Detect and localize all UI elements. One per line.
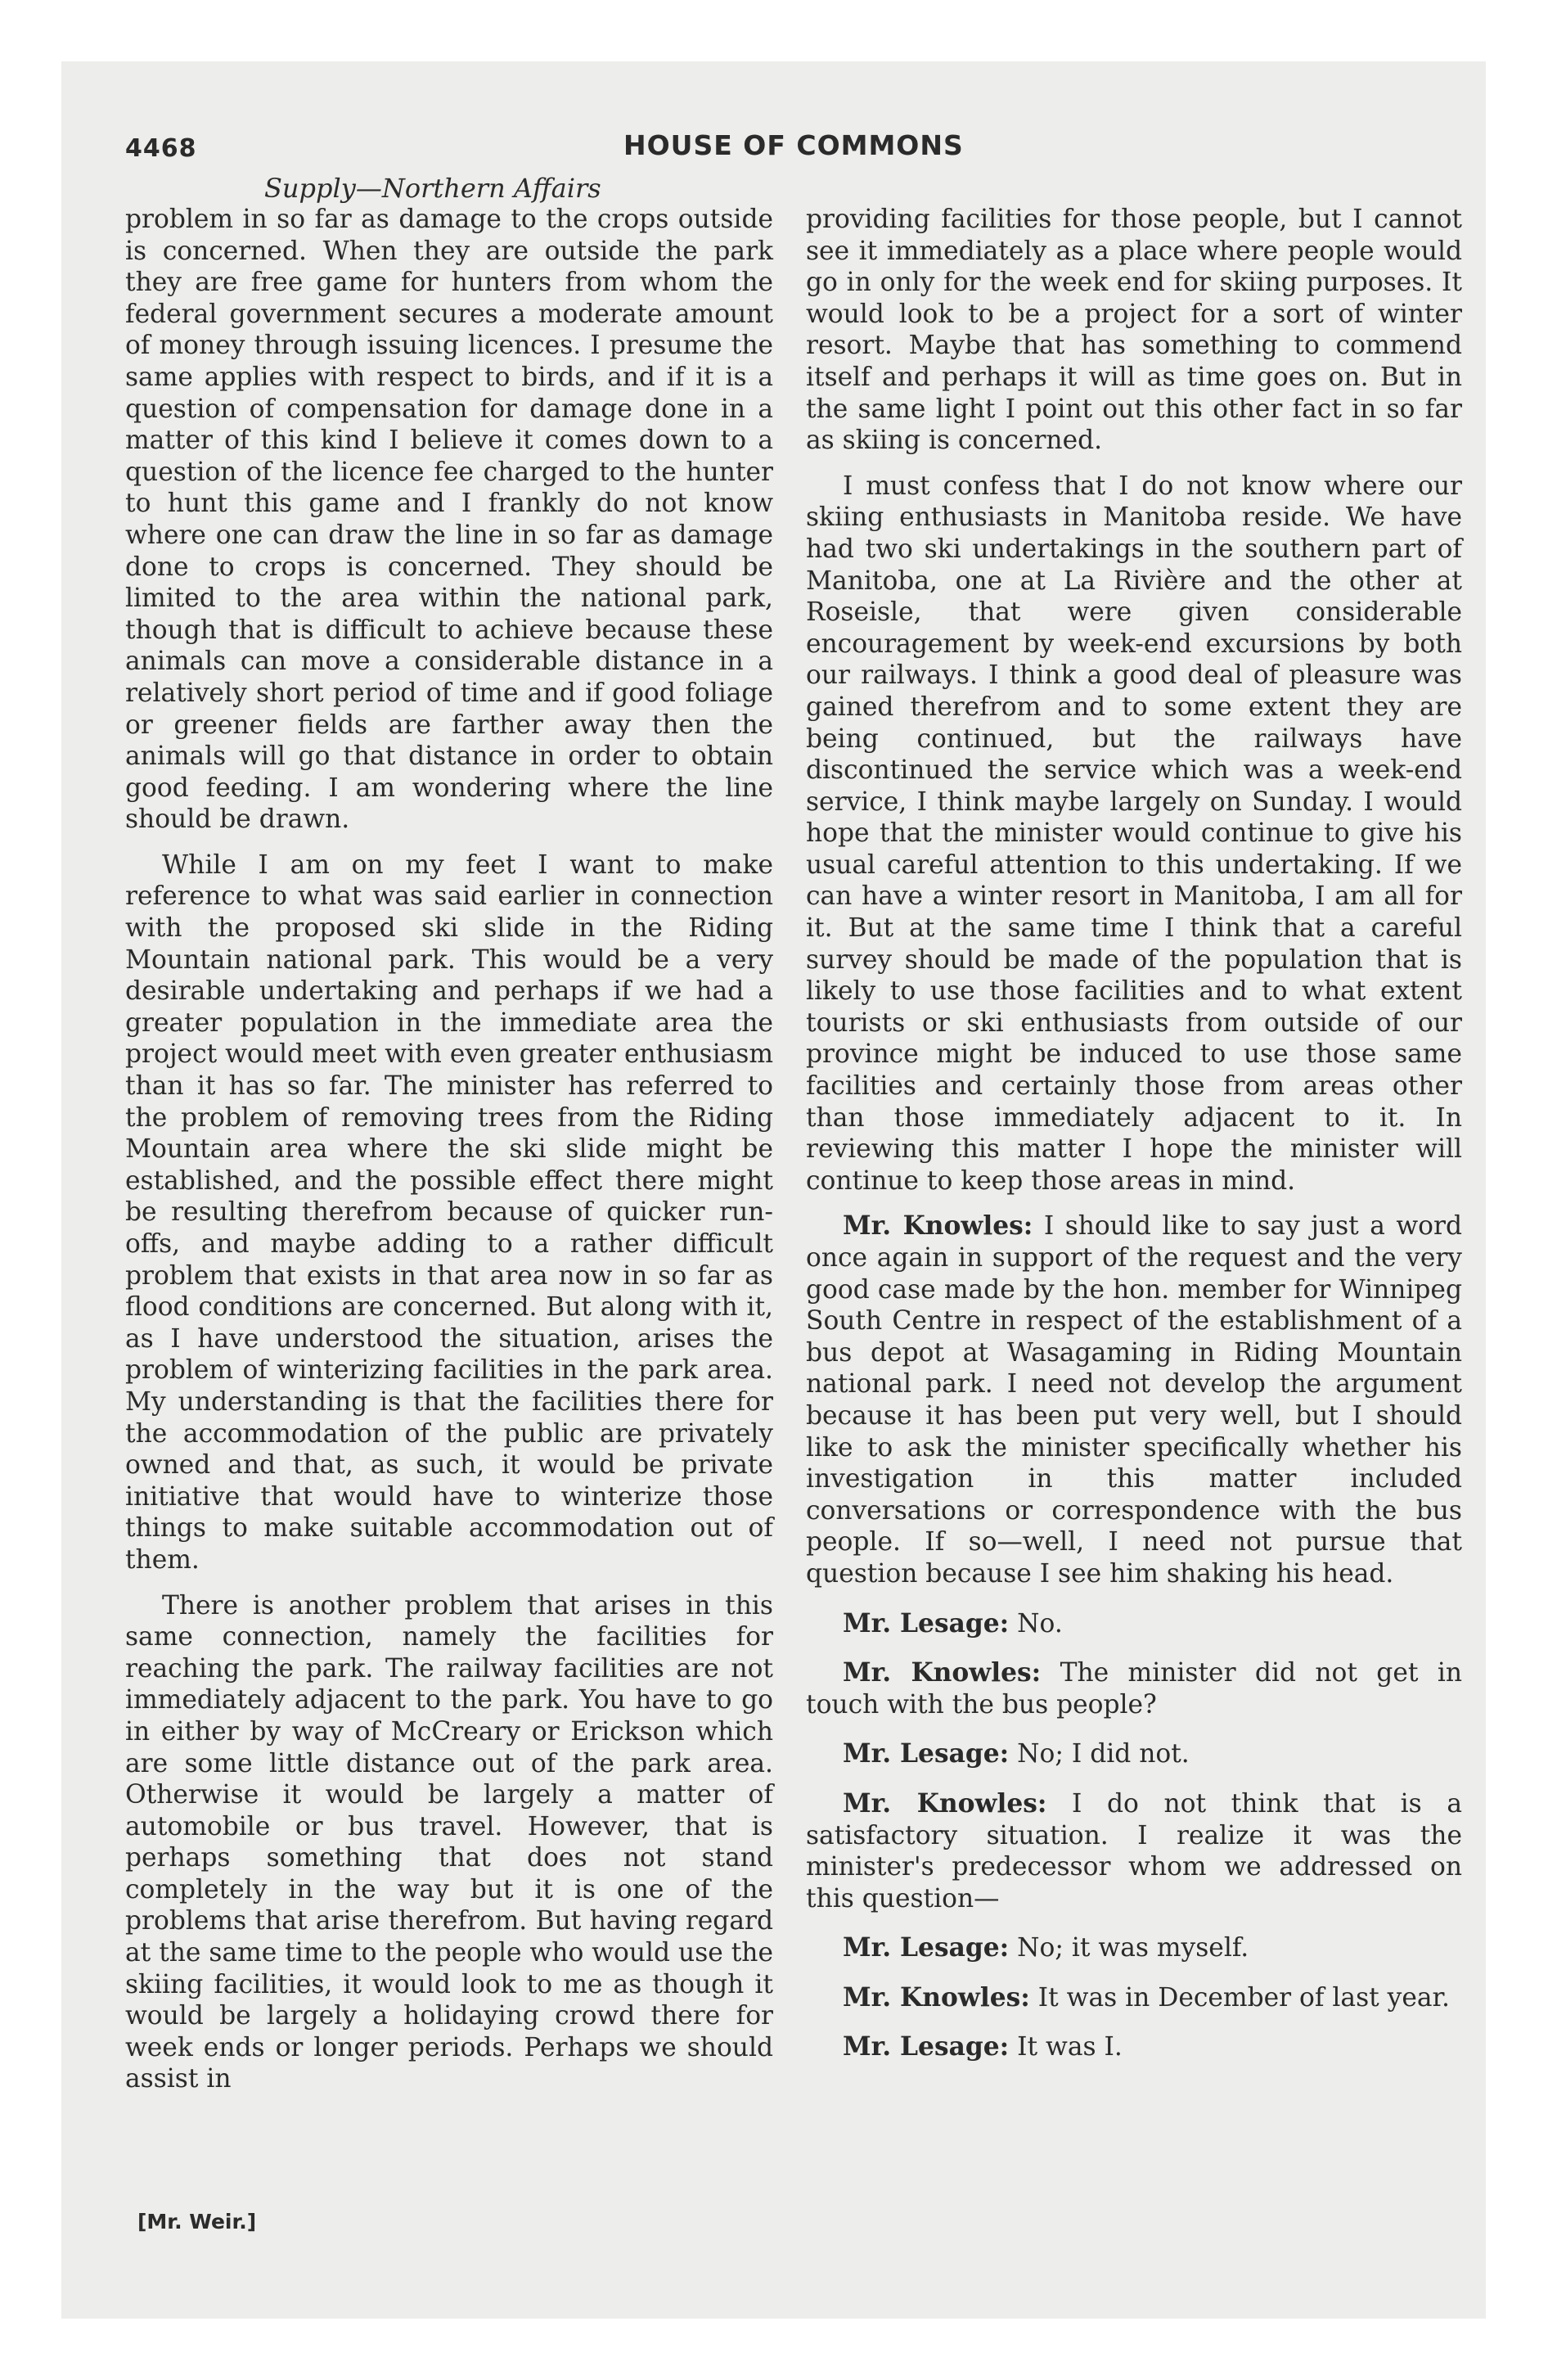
speech — [806, 1608, 1462, 1640]
paragraph: I must confess that I do not know where our skiing enthusiasts in Manitoba reside. We have had two ski undertakings in the southern part of Manitoba, one at La Rivière and the other at Roseisle, that were given considerable encouragement by week-end excursions by both our railways. I think a good deal of pleasure was gained therefrom and to some extent they are being continued, but the railways have discontinued the service which was a week-end service, I think maybe largely on Sunday. I would hope that the minister would continue to give his usual careful attention to this undertaking. If we can have a winter resort in Manitoba, I am all for it. But at the same time I think that a careful survey should be made of the population that is likely to use those facilities and to what extent tourists or ski enthusiasts from outside of our province might be induced to use those same facilities and certainly those from areas other than those immediately adjacent to it. In reviewing this matter I hope the minister will continue to keep those areas in mind. — [806, 471, 1462, 1196]
speech-text: The minister did not get in touch with the bus people? — [806, 1658, 1462, 1720]
left-column — [125, 204, 773, 2109]
speech-text: No. — [1017, 1608, 1063, 1639]
speech — [806, 2031, 1462, 2063]
speaker-name: Mr. Lesage: — [843, 1739, 1010, 1769]
section-heading: Supply—Northern Affairs — [264, 173, 601, 204]
speech — [806, 1982, 1462, 2014]
paragraph: providing facilities for those people, but I cannot see it immediately as a place where people would go in only for the week end for skiing purposes. It would look to be a project for a sort of winter resort. Maybe that has something to commend itself and perhaps it will as time goes on. But in the same light I point out this other fact in so far as skiing is concerned. — [806, 205, 1462, 456]
paragraph: While I am on my feet I want to make reference to what was said earlier in connection with the proposed ski slide in the Riding Mountain national park. This would be a very desirable undertaking and perhaps if we had a greater population in the immediate area the project would meet with even greater enthusiasm than it has so far. The minister has referred to the problem of removing trees from the Riding Mountain area where the ski slide might be established, and the possible effect there might be resulting therefrom because of quicker run-offs, and maybe adding to a rather difficult problem that exists in that area now in so far as flood conditions are concerned. But along with it, as I have understood the situation, arises the problem of winterizing facilities in the park area. My understanding is that the facilities there for the accommodation of the public are privately owned and that, as such, it would be private initiative that would have to winterize those things to make suitable accommodation out of them. — [125, 850, 773, 1575]
speaker-footer-tag: [Mr. Weir.] — [137, 2210, 257, 2234]
speaker-name: Mr. Knowles: — [843, 1982, 1030, 2013]
speaker-name: Mr. Lesage: — [843, 2032, 1010, 2062]
speech-text: No; it was myself. — [1017, 1933, 1249, 1963]
speech — [806, 1210, 1462, 1589]
running-head: HOUSE OF COMMONS — [623, 129, 964, 161]
speaker-name: Mr. Knowles: — [843, 1211, 1033, 1242]
speaker-name: Mr. Knowles: — [843, 1658, 1042, 1688]
speech — [806, 1932, 1462, 1964]
speech-text: No; I did not. — [1017, 1739, 1190, 1769]
page-number: 4468 — [125, 134, 197, 163]
paragraph: There is another problem that arises in this same connection, namely the facilities for reaching the park. The railway facilities are not immediately adjacent to the park. You have to go in either by way of McCreary or Erickson which are some little distance out of the park area. Otherwise it would be largely a matter of automobile or bus travel. However, that is perhaps something that does not stand completely in the way but it is one of the problems that arise therefrom. But having regard at the same time to the people who would use the skiing facilities, it would look to me as though it would be largely a holidaying crowd there for week ends or longer periods. Perhaps we should assist in — [125, 1590, 773, 2094]
right-column — [806, 204, 1462, 2081]
speech-text: It was in December of last year. — [1037, 1982, 1450, 2013]
speaker-name: Mr. Lesage: — [843, 1933, 1010, 1963]
speech-text: I should like to say just a word once again in support of the request and the very good case made by the hon. member for Winnipeg South Centre in respect of the establishment of a bus depot at Wasagaming in Riding Mountain national park. I need not develop the argument because it has been put very well, but I should like to ask the minister specifically whether his investigation in this matter included conversations or correspondence with the bus people. If so—well, I need not pursue that question because I see him shaking his head. — [806, 1211, 1462, 1589]
speech — [806, 1657, 1462, 1720]
speech — [806, 1788, 1462, 1914]
speech-text: I do not think that is a satisfactory situation. I realize it was the minister's predecessor whom we addressed on this question— — [806, 1788, 1462, 1913]
speech-text: It was I. — [1017, 2032, 1123, 2062]
speaker-name: Mr. Lesage: — [843, 1608, 1010, 1639]
speaker-name: Mr. Knowles: — [843, 1788, 1047, 1819]
paragraph: problem in so far as damage to the crops outside is concerned. When they are outside the park they are free game for hunters from whom the federal government secures a moderate amount of money through issuing licences. I presume the same applies with respect to birds, and if it is a question of compensation for damage done in a matter of this kind I believe it comes down to a question of the licence fee charged to the hunter to hunt this game and I frankly do not know where one can draw the line in so far as damage done to crops is concerned. They should be limited to the area within the national park, though that is difficult to achieve because these animals can move a considerable distance in a relatively short period of time and if good foliage or greener fields are farther away then the animals will go that distance in order to obtain good feeding. I am wondering where the line should be drawn. — [125, 205, 773, 835]
speech — [806, 1738, 1462, 1770]
